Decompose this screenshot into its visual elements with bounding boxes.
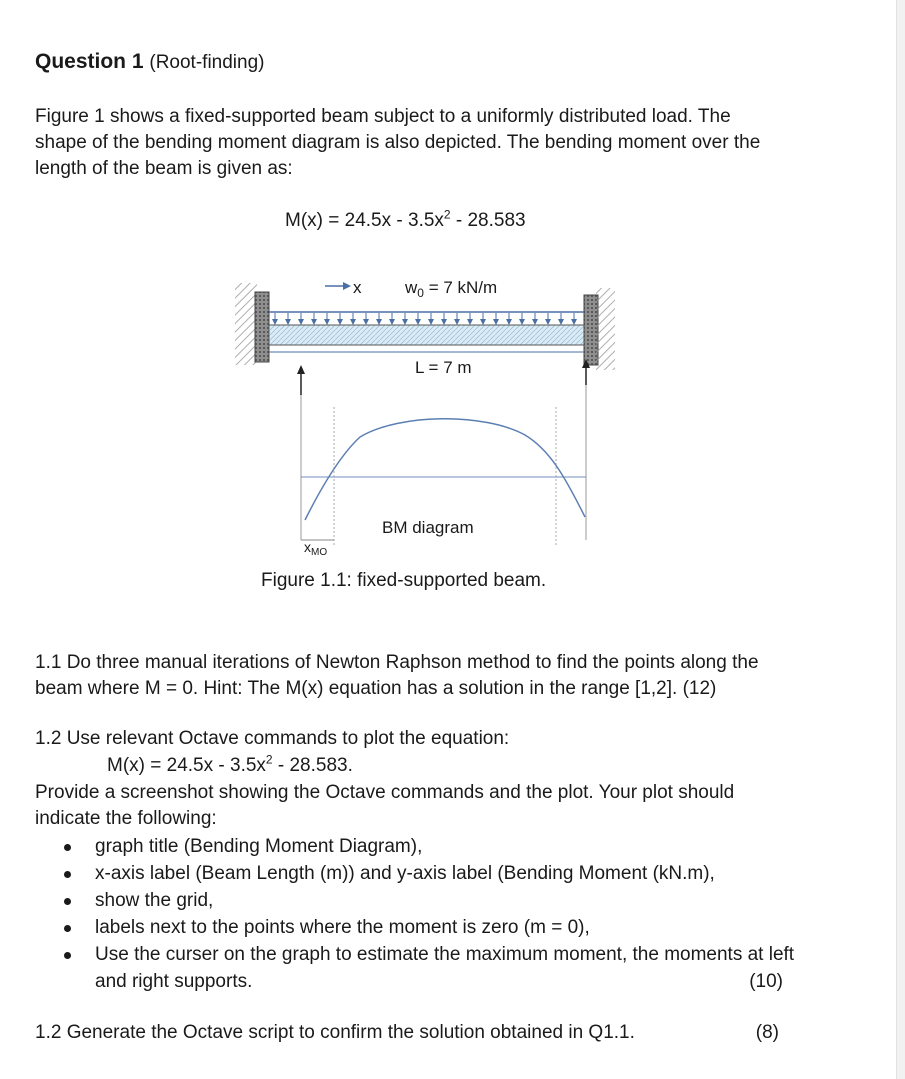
requirement-item: x-axis label (Beam Length (m)) and y-axis label (Bending Moment (kN.m),: [35, 860, 795, 887]
left-support: [235, 283, 269, 365]
q12-eq-lhs: M(x) = 24.5x - 3.5x: [107, 755, 266, 776]
beam-figure: [235, 255, 615, 560]
load-arrow-head: [441, 319, 447, 325]
bm-label: BM diagram: [382, 518, 474, 537]
load-arrow-head: [402, 319, 408, 325]
load-arrow-head: [311, 319, 317, 325]
load-arrow-head: [558, 319, 564, 325]
question-1-2-intro: 1.2 Use relevant Octave commands to plot the equation:: [35, 728, 510, 749]
question-1-2-marks: (10): [749, 971, 783, 992]
left-reaction-head: [297, 365, 305, 374]
x-label: x: [353, 278, 362, 297]
load-arrow-head: [272, 319, 278, 325]
load-arrow-head: [506, 319, 512, 325]
load-arrow-head: [519, 319, 525, 325]
requirement-item: show the grid,: [35, 887, 795, 914]
load-label: $w_0 = 7$ kN/m: [405, 278, 498, 300]
bullet-dot: [64, 871, 71, 878]
bm-curve: [305, 419, 585, 520]
load-arrow-head: [350, 319, 356, 325]
intro-paragraph: Figure 1 shows a fixed-supported beam subject to a uniformly distributed load. The shape of the bending moment diagram is also depicted. The bending moment over the length of the beam is given as:: [35, 106, 761, 179]
equation-exponent: 2: [443, 207, 451, 222]
load-arrow-head: [480, 319, 486, 325]
right-support: [584, 288, 615, 370]
requirements-list: [35, 833, 795, 995]
load-arrow-head: [415, 319, 421, 325]
load-arrow-head: [454, 319, 460, 325]
load-arrow-head: [376, 319, 382, 325]
question-1-2-equation: [107, 752, 353, 777]
load-arrow-head: [337, 319, 343, 325]
length-label: L = 7 m: [415, 358, 472, 377]
question-1-1: 1.1 Do three manual iterations of Newton Raphson method to find the points along the beam where M = 0. Hint: The M(x) equation has a solution in the range [1,2]. (12): [35, 652, 759, 699]
load-arrow-head: [532, 319, 538, 325]
question-title: [35, 50, 264, 74]
question-label: Question 1: [35, 50, 144, 73]
question-1-2b-text: 1.2 Generate the Octave script to confirm the solution obtained in Q1.1.: [35, 1022, 635, 1043]
bullet-dot: [64, 925, 71, 932]
x-arrow-head: [343, 282, 351, 290]
figure-caption: Figure 1.1: fixed-supported beam.: [261, 570, 547, 591]
page-right-edge: [896, 0, 905, 1079]
equation-lhs: M(x) = 24.5x - 3.5x: [285, 210, 444, 231]
question-topic: (Root-finding): [149, 52, 265, 73]
moment-equation: [285, 207, 526, 232]
bullet-dot: [64, 952, 71, 959]
load-arrow-head: [285, 319, 291, 325]
load-arrow-head: [493, 319, 499, 325]
load-arrows: [272, 313, 577, 325]
bullet-dot: [64, 844, 71, 851]
q12-eq-rhs: - 28.583.: [272, 755, 353, 776]
question-1-2b-marks: (8): [755, 1022, 779, 1043]
load-arrow-head: [571, 319, 577, 325]
xmo-label: $x_{MO}$: [304, 539, 328, 558]
load-arrow-head: [363, 319, 369, 325]
requirement-item: labels next to the points where the moment is zero (m = 0),: [35, 914, 795, 941]
load-arrow-head: [428, 319, 434, 325]
requirement-item: Use the curser on the graph to estimate the maximum moment, the moments at left and right supports.: [35, 941, 795, 995]
question-1-2-text: Provide a screenshot showing the Octave commands and the plot. Your plot should indicate the following:: [35, 782, 735, 829]
load-arrow-head: [298, 319, 304, 325]
beam: [269, 325, 584, 345]
requirement-item: graph title (Bending Moment Diagram),: [35, 833, 795, 860]
load-arrow-head: [467, 319, 473, 325]
load-arrow-head: [545, 319, 551, 325]
equation-rhs: - 28.583: [450, 210, 526, 231]
load-arrow-head: [324, 319, 330, 325]
load-arrow-head: [389, 319, 395, 325]
bullet-dot: [64, 898, 71, 905]
q12-eq-exponent: 2: [265, 752, 273, 767]
